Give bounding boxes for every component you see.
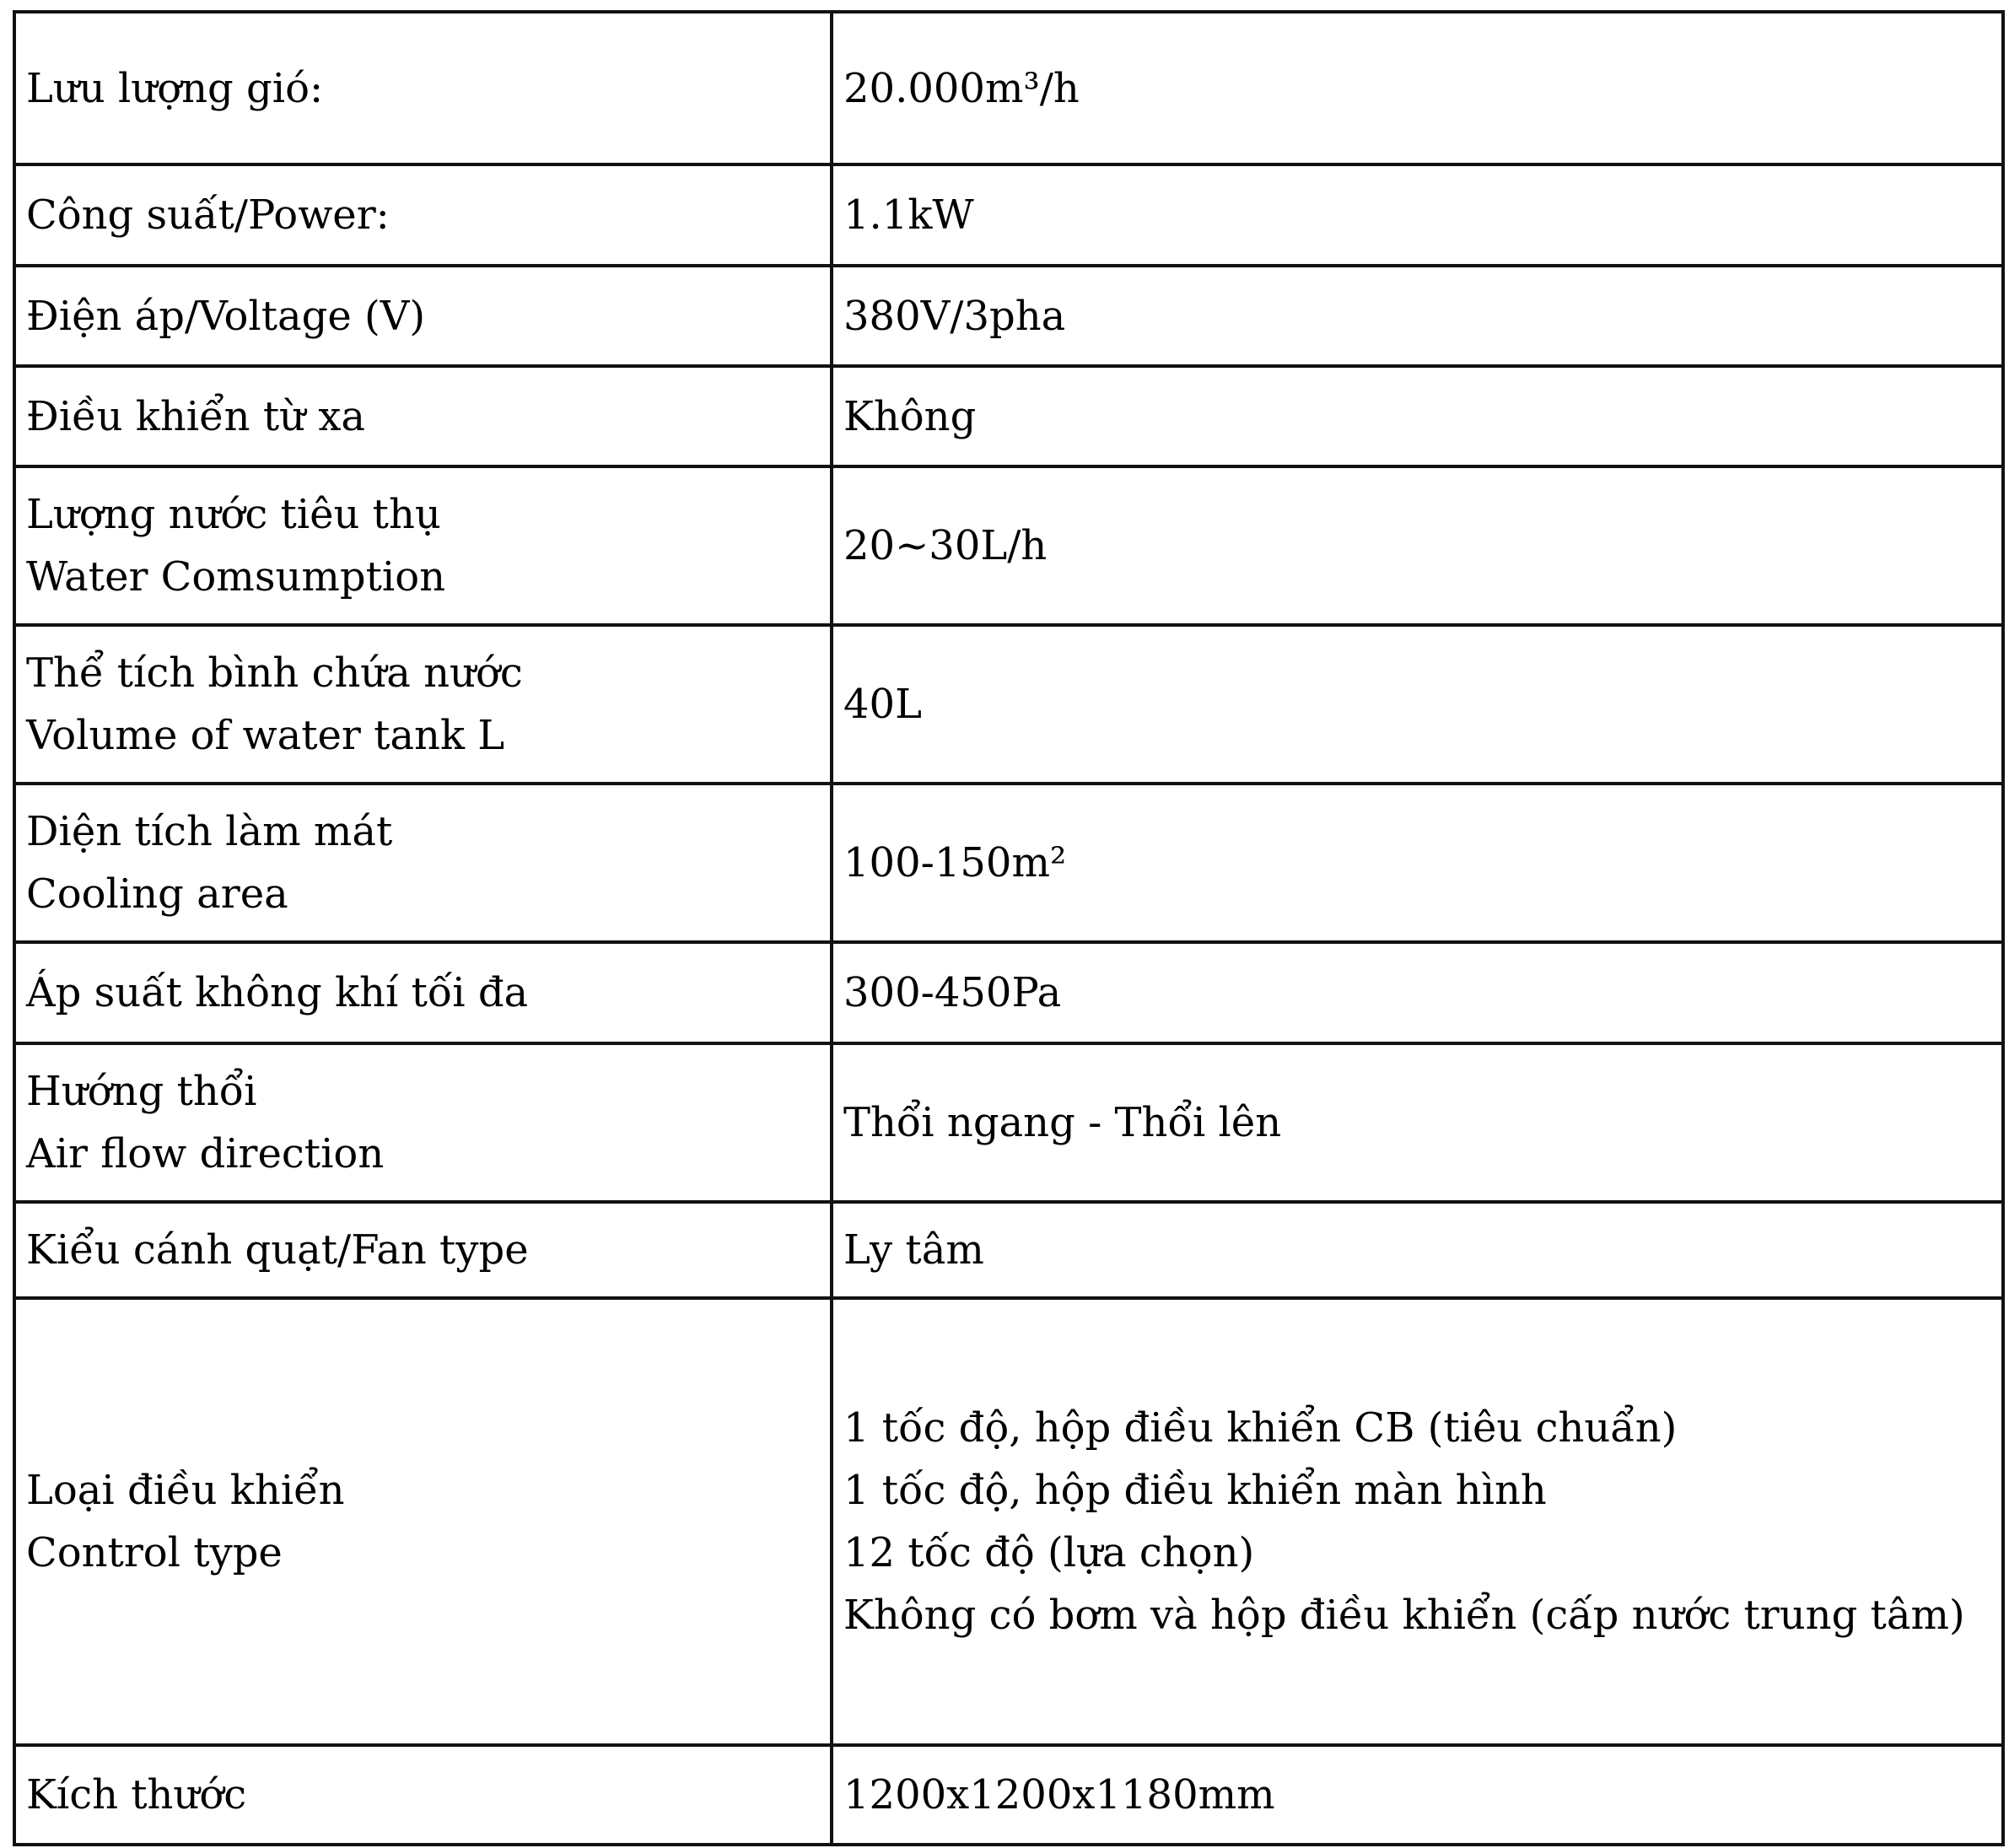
- value-line: Ly tâm: [843, 1226, 984, 1274]
- spec-label: [14, 784, 832, 942]
- spec-value: [832, 466, 2003, 625]
- spec-label: [14, 942, 832, 1043]
- table-row: [14, 466, 2003, 625]
- spec-label: [14, 1202, 832, 1298]
- spec-value: [832, 12, 2003, 164]
- spec-value: [832, 784, 2003, 942]
- table-row: [14, 625, 2003, 784]
- spec-value: [832, 1043, 2003, 1202]
- spec-label: [14, 466, 832, 625]
- spec-label: [14, 12, 832, 164]
- label-line: Water Comsumption: [26, 553, 446, 601]
- label-line: Kích thước: [26, 1771, 247, 1818]
- value-line: 300-450Pa: [843, 969, 1062, 1016]
- label-line: Lưu lượng gió:: [26, 64, 324, 112]
- spec-label: [14, 266, 832, 366]
- label-line: Thể tích bình chứa nước: [26, 649, 523, 697]
- spec-value: [832, 1745, 2003, 1845]
- spec-label: [14, 1745, 832, 1845]
- label-line: Hướng thổi: [26, 1068, 257, 1115]
- table-row: [14, 942, 2003, 1043]
- value-line: 1.1kW: [843, 191, 974, 239]
- value-line: 40L: [843, 681, 922, 728]
- label-line: Cooling area: [26, 870, 288, 918]
- label-line: Điện áp/Voltage (V): [26, 292, 426, 340]
- spec-value: [832, 266, 2003, 366]
- table-row: [14, 266, 2003, 366]
- table-row: [14, 12, 2003, 164]
- label-line: Lượng nước tiêu thụ: [26, 491, 441, 538]
- label-line: Air flow direction: [26, 1130, 385, 1177]
- spec-value: [832, 625, 2003, 784]
- spec-table: [13, 10, 2005, 1846]
- label-line: Công suất/Power:: [26, 191, 390, 239]
- spec-label: [14, 1043, 832, 1202]
- spec-label: [14, 625, 832, 784]
- spec-value: [832, 1202, 2003, 1298]
- table-row: [14, 366, 2003, 466]
- value-line: 12 tốc độ (lựa chọn): [843, 1529, 1255, 1576]
- table-row: [14, 1043, 2003, 1202]
- value-line: 100-150m²: [843, 839, 1067, 886]
- table-row: [14, 784, 2003, 942]
- table-row: [14, 1298, 2003, 1745]
- label-line: Kiểu cánh quạt/Fan type: [26, 1226, 529, 1274]
- value-line: 20.000m³/h: [843, 64, 1080, 112]
- label-line: Volume of water tank L: [26, 712, 505, 759]
- spec-value: [832, 164, 2003, 266]
- spec-label: [14, 366, 832, 466]
- spec-value: [832, 1298, 2003, 1745]
- label-line: Loại điều khiển: [26, 1467, 345, 1514]
- spec-label: [14, 164, 832, 266]
- table-row: [14, 164, 2003, 266]
- label-line: Điều khiển từ xa: [26, 392, 365, 440]
- value-line: 20~30L/h: [843, 522, 1048, 569]
- value-line: Thổi ngang - Thổi lên: [843, 1099, 1282, 1146]
- label-line: Áp suất không khí tối đa: [26, 969, 529, 1016]
- value-line: 1200x1200x1180mm: [843, 1771, 1275, 1818]
- value-line: 380V/3pha: [843, 292, 1066, 340]
- value-line: 1 tốc độ, hộp điều khiển CB (tiêu chuẩn): [843, 1404, 1678, 1452]
- spec-value: [832, 366, 2003, 466]
- value-line: 1 tốc độ, hộp điều khiển màn hình: [843, 1467, 1547, 1514]
- spec-label: [14, 1298, 832, 1745]
- table-row: [14, 1202, 2003, 1298]
- table-row: [14, 1745, 2003, 1845]
- label-line: Control type: [26, 1529, 283, 1576]
- value-line: Không: [843, 392, 977, 440]
- label-line: Diện tích làm mát: [26, 808, 393, 855]
- spec-value: [832, 942, 2003, 1043]
- value-line: Không có bơm và hộp điều khiển (cấp nước trung tâm): [843, 1592, 1965, 1639]
